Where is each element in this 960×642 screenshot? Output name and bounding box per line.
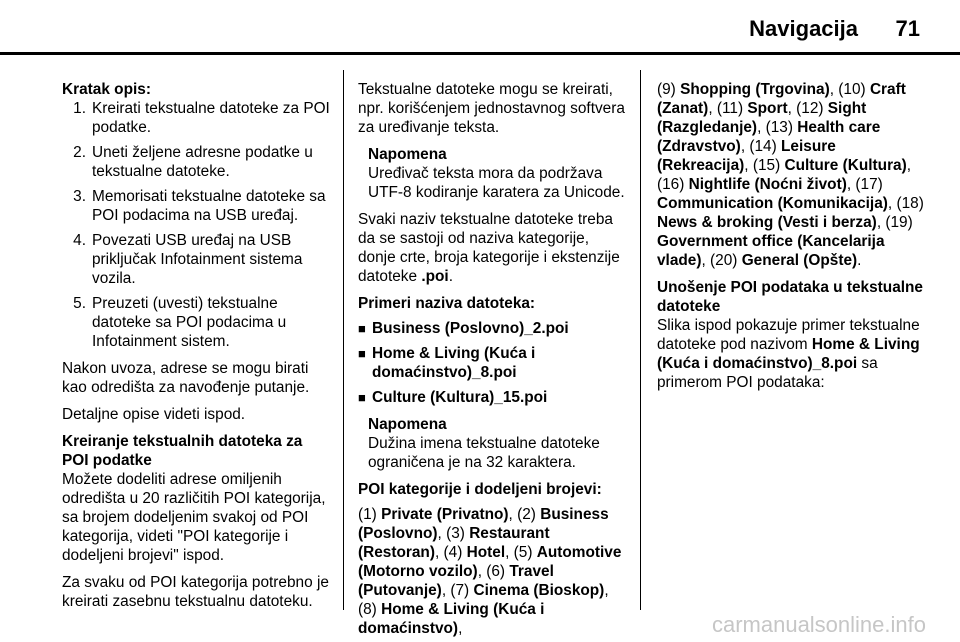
category-name: Sport (747, 100, 788, 117)
naming-text: Svaki naziv tekstualne datoteke treba da se sastoji od naziva kategorije, donje crte, broja kategorije i ekstenzije datoteke (358, 211, 620, 285)
category-number: (2) (517, 506, 536, 523)
bullet-icon: ■ (358, 390, 366, 405)
categories-heading: POI kategorije i dodeljeni brojevi: (358, 481, 602, 498)
page-number: 71 (895, 16, 920, 41)
bullet-icon: ■ (358, 321, 366, 336)
category-number: (20) (710, 252, 738, 269)
category-number: (4) (443, 544, 463, 561)
step-text: Uneti željene adresne podatke u tekstualne datoteke. (92, 144, 313, 180)
categories-list-part-1: (1) Private (Privatno), (2) Business (Poslovno), (3) Restaurant (Restoran), (4) Hotel, (5) Automotive (Motorno vozilo), (6) Travel (Putovanje), (7) Cinema (Bioskop), (8) Home & Living (Kuća i domaćinstvo), (358, 506, 622, 637)
category-name: Communication (Komunikacija) (657, 195, 888, 212)
category-name: Travel (Putovanje) (358, 563, 554, 599)
step-text: Povezati USB uređaj na USB priključak Infotainment sistema vozila. (92, 232, 303, 287)
paragraph-editor: Tekstualne datoteke mogu se kreirati, npr. korišćenjem jednostavnog softvera za uređivanje teksta. (358, 81, 625, 136)
column-divider-2 (640, 70, 641, 610)
note-utf8 (368, 145, 626, 202)
note-title: Napomena (368, 146, 447, 163)
body-text-end: sa primerom POI podataka: (657, 355, 878, 391)
step-item (62, 294, 330, 351)
note-text: Dužina imena tekstualne datoteke ograničena je na 32 karaktera. (368, 435, 600, 471)
page-title: Navigacija (749, 16, 858, 41)
column-1 (62, 80, 330, 619)
category-name: Private (Privatno) (381, 506, 509, 523)
header-rule (0, 52, 960, 55)
category-number: (15) (752, 157, 781, 174)
step-number: 2. (73, 144, 86, 161)
body-filename: Home & Living (Kuća i domaćinstvo)_8.poi (657, 336, 920, 372)
naming-end: . (448, 268, 453, 285)
step-text: Memorisati tekstualne datoteke sa POI podacima na USB uređaj. (92, 188, 326, 224)
page-header (0, 0, 960, 52)
section-body-enter (657, 316, 925, 392)
category-name: Craft (Zanat) (657, 81, 906, 117)
step-item (62, 99, 330, 137)
category-number: (3) (446, 525, 465, 542)
section-body-create: Možete dodeliti adrese omiljenih odredišta u 20 različitih POI kategorija, sa brojem dodeljenim svakoj od POI kategorija, videti "POI kategorije i dodeljeni brojevi" ispod. (62, 471, 326, 564)
step-number: 5. (73, 295, 86, 312)
category-name: News & broking (Vesti i berza) (657, 214, 877, 231)
category-name: Hotel (466, 544, 506, 561)
example-item (358, 388, 626, 407)
example-text: Home & Living (Kuća i domaćinstvo)_8.poi (372, 345, 536, 381)
step-item (62, 187, 330, 225)
paragraph-after-import: Nakon uvoza, adrese se mogu birati kao odredišta za navođenje putanje. (62, 360, 310, 396)
paragraph-separate-file: Za svaku od POI kategorija potrebno je kreirati zasebnu tekstualnu datoteku. (62, 574, 329, 610)
examples-heading: Primeri naziva datoteka: (358, 295, 536, 312)
step-item (62, 231, 330, 288)
category-name: Home & Living (Kuća i domaćinstvo) (358, 601, 545, 637)
category-number: (11) (716, 100, 744, 117)
column-divider-1 (343, 70, 344, 610)
paragraph-details: Detaljne opise videti ispod. (62, 406, 246, 423)
step-text: Preuzeti (uvesti) tekstualne datoteke sa POI podacima u Infotainment sistem. (92, 295, 287, 350)
category-number: (19) (885, 214, 913, 231)
section-heading-create: Kreiranje tekstualnih datoteka za POI podatke (62, 433, 303, 469)
note-text: Uređivač teksta mora da podržava UTF-8 kodiranje karatera za Unicode. (368, 165, 625, 201)
step-text: Kreirati tekstualne datoteke za POI podatke. (92, 100, 330, 136)
category-number: (17) (855, 176, 883, 193)
category-name: Culture (Kultura) (784, 157, 907, 174)
category-number: (12) (796, 100, 824, 117)
category-number: (16) (657, 176, 685, 193)
step-number: 3. (73, 188, 86, 205)
category-number: (10) (838, 81, 866, 98)
step-number: 4. (73, 232, 86, 249)
summary-title: Kratak opis: (62, 81, 151, 98)
example-text: Culture (Kultura)_15.poi (372, 389, 548, 406)
category-name: Sight (Razgledanje) (657, 100, 867, 136)
column-3 (657, 80, 925, 400)
category-name: Health care (Zdravstvo) (657, 119, 881, 155)
example-item (358, 319, 626, 338)
category-name: Shopping (Trgovina) (680, 81, 830, 98)
naming-extension: .poi (421, 268, 449, 285)
category-name: Restaurant (Restoran) (358, 525, 550, 561)
category-name: General (Opšte) (741, 252, 858, 269)
category-name: Leisure (Rekreacija) (657, 138, 836, 174)
category-number: (1) (358, 506, 377, 523)
example-item (358, 344, 626, 382)
bullet-icon: ■ (358, 346, 366, 361)
paragraph-naming (358, 210, 626, 286)
categories-list-part-2: (9) Shopping (Trgovina), (10) Craft (Zanat), (11) Sport, (12) Sight (Razgledanje), (13) Health care (Zdravstvo), (14) Leisure (Rekreacija), (15) Culture (Kultura), (16) Nightlife (Noćni život), (17) Communication (Komunikacija), (18) News & broking (Vesti i berza), (19) Government office (Kancelarija vlade), (20) General (Opšte). (657, 81, 924, 269)
category-number: (18) (896, 195, 924, 212)
category-name: Business (Poslovno) (358, 506, 609, 542)
category-number: (5) (513, 544, 533, 561)
category-name: Government office (Kancelarija vlade) (657, 233, 885, 269)
section-heading-enter: Unošenje POI podataka u tekstualne datoteke (657, 279, 923, 315)
watermark: carmanualsonline.info (711, 612, 926, 637)
category-number: (7) (450, 582, 470, 599)
category-name: Cinema (Bioskop) (473, 582, 605, 599)
category-number: (9) (657, 81, 676, 98)
category-number: (6) (486, 563, 506, 580)
category-number: (14) (749, 138, 777, 155)
note-length (368, 415, 626, 472)
step-number: 1. (73, 100, 86, 117)
category-name: Automotive (Motorno vozilo) (358, 544, 622, 580)
category-number: (13) (765, 119, 793, 136)
steps-list (62, 99, 330, 351)
category-name: Nightlife (Noćni život) (688, 176, 847, 193)
category-number: (8) (358, 601, 377, 618)
body-text: Slika ispod pokazuje primer tekstualne datoteke pod nazivom (657, 317, 920, 353)
step-item (62, 143, 330, 181)
note-title: Napomena (368, 416, 447, 433)
column-2 (358, 80, 626, 638)
example-text: Business (Poslovno)_2.poi (372, 320, 569, 337)
